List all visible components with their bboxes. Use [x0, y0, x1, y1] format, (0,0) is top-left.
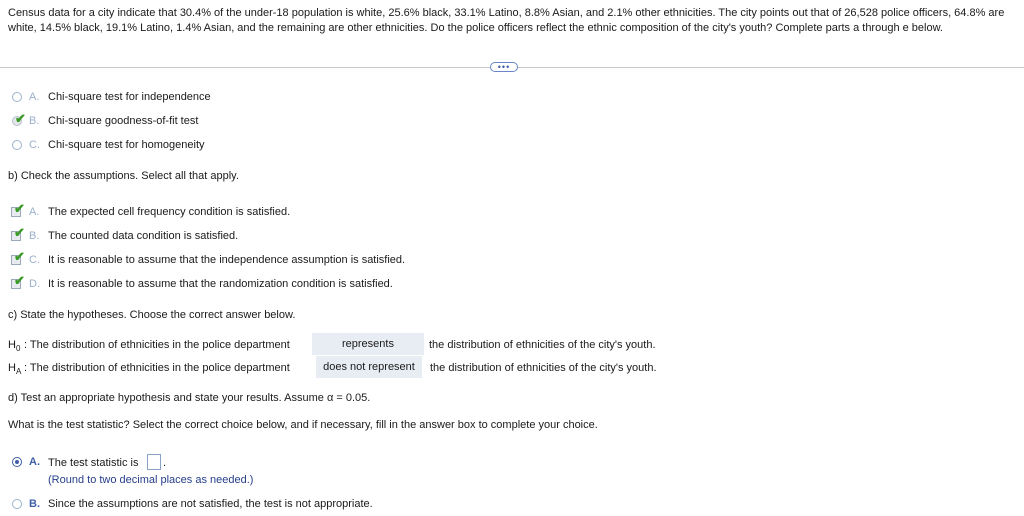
ha-text: : The distribution of ethnicities in the police department: [24, 362, 290, 374]
part-d-prompt: d) Test an appropriate hypothesis and state your results. Assume α = 0.05.: [8, 392, 371, 404]
rounding-hint: (Round to two decimal places as needed.): [48, 474, 254, 486]
part-d-question: What is the test statistic? Select the correct choice below, and if necessary, fill in the answer box to complete your choice.: [8, 419, 598, 431]
ha-dropdown[interactable]: does not represent: [316, 356, 422, 378]
radio-icon[interactable]: [12, 499, 22, 509]
option-letter: B.: [29, 498, 40, 510]
option-label: The counted data condition is satisfied.: [48, 230, 239, 242]
checkmark-icon: ✔: [15, 111, 26, 126]
checkmark-icon: ✔: [14, 201, 25, 216]
answer-period: .: [163, 457, 167, 469]
option-label: It is reasonable to assume that the randomization condition is satisfied.: [48, 278, 393, 290]
h0-tail: the distribution of ethnicities of the city's youth.: [429, 339, 656, 351]
option-letter: A.: [29, 206, 40, 218]
question-text: Census data for a city indicate that 30.4% of the under-18 population is white, 25.6% black, 33.1% Latino, 8.8% Asian, and 2.1% other ethnicities. The city points out that of 26,528 police officers, 64.8% are white, 14.5% black, 19.1% Latino, 1.4% Asian, and the remaining are other ethnicities. Do the police officers reflect the ethnic composition of the city's youth? Complete parts a through e below.: [8, 7, 1005, 34]
option-label: The test statistic is: [48, 457, 139, 469]
radio-icon[interactable]: [12, 92, 22, 102]
checkmark-icon: ✔: [14, 225, 25, 240]
option-label: Since the assumptions are not satisfied, the test is not appropriate.: [48, 498, 373, 510]
h0-dropdown[interactable]: represents: [312, 333, 424, 355]
option-label: Chi-square goodness-of-fit test: [48, 115, 199, 127]
more-options-button[interactable]: •••: [490, 62, 518, 72]
option-letter: B.: [29, 230, 40, 242]
part-c-prompt: c) State the hypotheses. Choose the correct answer below.: [8, 309, 296, 321]
checkmark-icon: ✔: [14, 273, 25, 288]
checkmark-icon: ✔: [14, 249, 25, 264]
option-letter: C.: [29, 139, 40, 151]
option-letter: C.: [29, 254, 40, 266]
part-b-prompt: b) Check the assumptions. Select all that apply.: [8, 170, 239, 182]
test-statistic-input[interactable]: [147, 454, 161, 470]
ha-label: $H_A$: [8, 362, 22, 377]
option-letter: B.: [29, 115, 40, 127]
option-label: Chi-square test for homogeneity: [48, 139, 205, 151]
ha-tail: the distribution of ethnicities of the city's youth.: [430, 362, 657, 374]
radio-icon[interactable]: [12, 140, 22, 150]
option-letter: A.: [29, 91, 40, 103]
option-label: The expected cell frequency condition is satisfied.: [48, 206, 291, 218]
option-label: Chi-square test for independence: [48, 91, 211, 103]
option-letter: D.: [29, 278, 40, 290]
h0-text: : The distribution of ethnicities in the police department: [24, 339, 290, 351]
option-label: It is reasonable to assume that the independence assumption is satisfied.: [48, 254, 406, 266]
h0-label: $H_0$: [8, 339, 21, 354]
option-letter: A.: [29, 456, 40, 468]
radio-icon[interactable]: [12, 457, 22, 467]
